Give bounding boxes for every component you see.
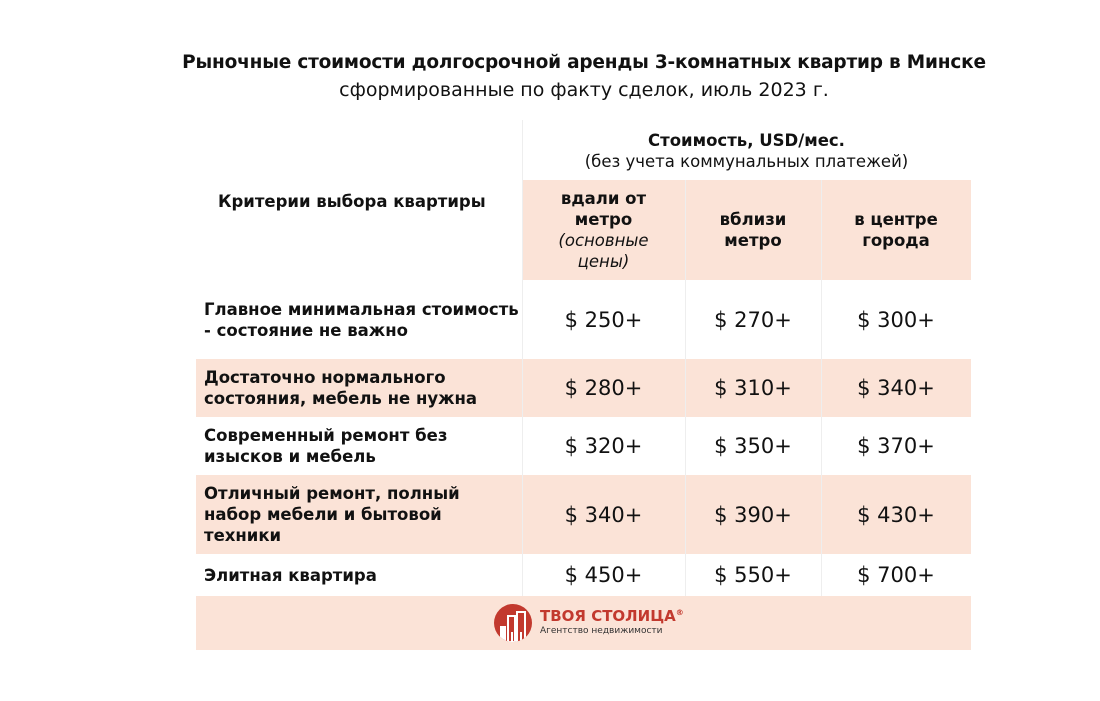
brand-name-text: ТВОЯ СТОЛИЦА — [540, 607, 676, 625]
column-header-note: (основные цены) — [558, 231, 649, 271]
trademark-symbol: ® — [675, 608, 684, 617]
price-cell: $ 550+ — [714, 563, 792, 587]
column-header-near-metro — [685, 180, 821, 280]
column-header-far-from-metro — [522, 180, 685, 280]
price-table — [196, 120, 971, 650]
cost-header-note: (без учета коммунальных платежей) — [584, 152, 909, 171]
column-header-city-center — [821, 180, 971, 280]
table-row-label: Отличный ремонт, полный набор мебели и бытовой техники — [196, 475, 522, 554]
building-logo-icon — [494, 604, 532, 642]
column-header-label: в центре города — [854, 210, 938, 250]
column-header-label: вблизи метро — [719, 210, 787, 250]
page-subtitle: сформированные по факту сделок, июль 2023 г. — [339, 79, 829, 101]
criteria-header: Критерии выбора квартиры — [218, 192, 486, 211]
column-divider — [685, 180, 686, 596]
table-row-label: Главное минимальная стоимость - состояние не важно — [204, 299, 519, 340]
price-cell: $ 310+ — [685, 359, 821, 417]
brand-name — [540, 607, 684, 625]
price-cell: $ 370+ — [857, 434, 935, 458]
table-row-label: Достаточно нормального состояния, мебель не нужна — [196, 359, 522, 417]
page-title: Рыночные стоимости долгосрочной аренды 3-комнатных квартир в Минске — [182, 52, 986, 73]
price-cell: $ 270+ — [714, 307, 792, 332]
column-header-label: вдали от метро — [560, 189, 647, 229]
price-cell: $ 700+ — [857, 563, 935, 587]
price-cell: $ 390+ — [685, 475, 821, 554]
brand-tagline: Агентство недвижимости — [540, 626, 663, 636]
price-cell: $ 340+ — [522, 475, 685, 554]
price-cell: $ 430+ — [821, 475, 971, 554]
price-cell: $ 320+ — [564, 434, 643, 458]
price-cell: $ 340+ — [821, 359, 971, 417]
price-cell: $ 280+ — [522, 359, 685, 417]
column-divider — [522, 120, 523, 596]
price-cell: $ 450+ — [564, 563, 643, 587]
column-divider — [821, 180, 822, 596]
brand-logo — [494, 603, 694, 643]
table-row-label: Современный ремонт без изысков и мебель — [204, 426, 448, 466]
price-cell: $ 300+ — [857, 307, 935, 332]
table-row-label: Элитная квартира — [204, 565, 377, 585]
cost-header — [522, 130, 971, 172]
price-cell: $ 350+ — [714, 434, 792, 458]
price-cell: $ 250+ — [564, 307, 643, 332]
cost-header-title: Стоимость, USD/мес. — [648, 131, 845, 150]
